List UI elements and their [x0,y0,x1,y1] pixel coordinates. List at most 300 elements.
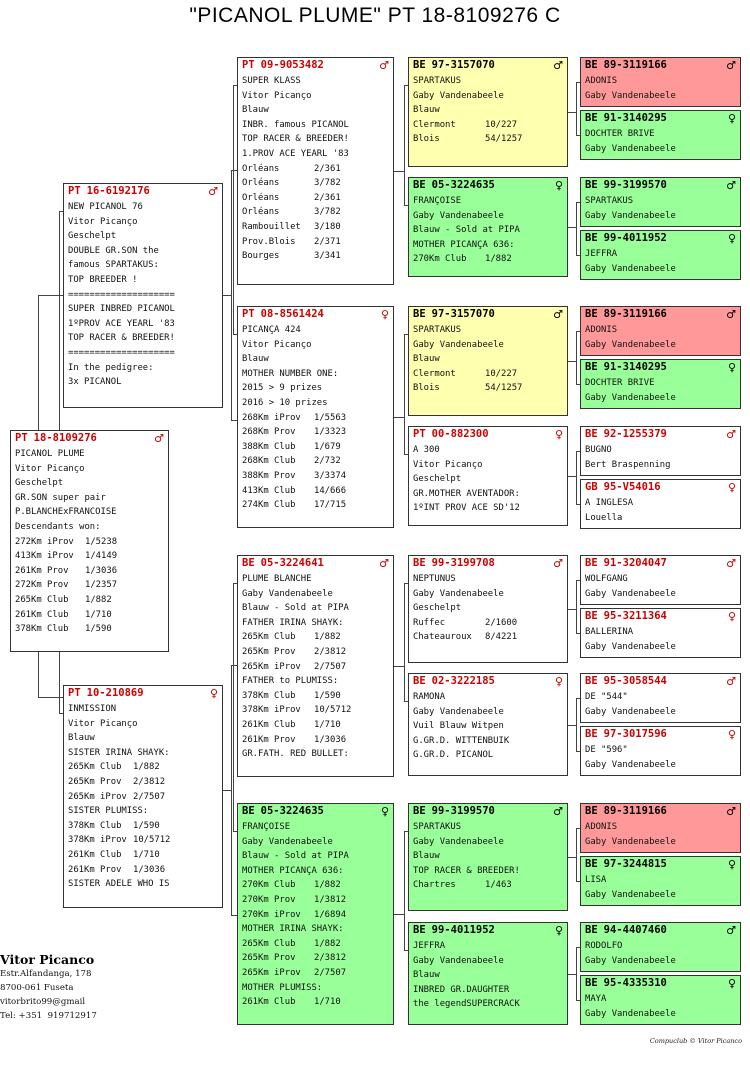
race-label: 261Km Prov [68,864,122,875]
race-label: Orléans [242,192,280,203]
pigeon-name: NEPTUNUS [413,574,456,584]
pigeon-name: PLUME BLANCHE [242,574,312,584]
pedigree-card-g13[interactable] [580,803,741,853]
pedigree-card-dsd[interactable] [408,673,568,776]
female-symbol-icon: ♀ [727,111,736,125]
country-code: BE [585,112,598,124]
country-code: BE [413,308,426,320]
race-result [242,908,393,923]
pedigree-card-ssd[interactable] [408,177,568,277]
ring-number: 97-3157070 [431,308,495,320]
race-result [413,367,567,382]
race-label: 261Km Prov [242,734,296,745]
card-header [409,674,567,688]
ring-number: 08-8561424 [260,308,324,320]
male-symbol-icon: ♂ [726,427,736,441]
race-result [242,878,393,893]
race-result [242,937,393,952]
detail-line: Gaby Vandenabeele [585,143,676,154]
connector-line [576,331,577,384]
detail-line: 2016 > 10 prizes [242,397,328,408]
race-label: Clermont [413,119,456,130]
country-code: BE [585,557,598,569]
detail-line: 2015 > 9 prizes [242,383,323,394]
female-symbol-icon: ♀ [554,427,563,441]
race-label: 268Km iProv [242,412,301,423]
race-result-value: 10/5712 [133,835,171,846]
race-result [413,252,567,267]
race-result-value: 2/1600 [485,617,518,628]
card-details [581,72,740,103]
detail-line: MOTHER NUMBER ONE: [242,368,339,379]
male-symbol-icon: ♂ [726,804,736,818]
detail-line: 1ºPROV ACE YEARL '83 [68,318,175,329]
race-result-value: 3/782 [314,207,341,218]
pigeon-name: NEW PICANOL 76 [68,202,143,212]
race-result-value: 2/3812 [133,776,166,787]
country-code: BE [585,361,598,373]
race-result [242,718,393,733]
race-result-value: 2/7507 [314,661,347,672]
race-result-value: 2/3812 [314,646,347,657]
card-header [64,686,222,700]
race-label: Prov.Blois [242,236,296,247]
detail-line: Vitor Picanço [242,339,312,350]
ring-number: 95-3058544 [603,675,667,687]
race-label: 265Km iProv [242,661,301,672]
detail-line: SISTER ADELE WHO IS [68,879,170,890]
connector-line [576,451,577,504]
ring-number: 05-3224635 [260,805,324,817]
pigeon-name: RODOLFO [585,941,623,951]
detail-line: Gaby Vandenabeele [585,339,676,350]
card-details [11,445,168,637]
race-result [15,622,168,637]
detail-line: Gaby Vandenabeele [585,889,676,900]
race-label: 268Km Club [242,456,296,467]
female-symbol-icon: ♀ [554,923,563,937]
country-code: BE [585,610,598,622]
race-result [242,249,393,264]
pigeon-name: FRANÇOISE [242,822,291,832]
detail-line: Vitor Picanço [413,459,483,470]
pigeon-name: PICANÇA 424 [242,325,301,335]
pedigree-card-g14[interactable] [580,856,741,906]
race-label: 261Km Club [68,849,122,860]
race-result [242,966,393,981]
ring-number: 02-3222185 [431,675,495,687]
race-result-value: 1/710 [314,997,341,1008]
race-result [242,162,393,177]
detail-line: Gaby Vandenabeele [413,339,504,350]
pigeon-name: ADONIS [585,76,618,86]
pedigree-card-g6[interactable] [580,359,741,409]
detail-line: Gaby Vandenabeele [585,1008,676,1019]
connector-line [576,698,577,751]
pigeon-name: LISA [585,875,607,885]
male-symbol-icon: ♂ [553,804,563,818]
breeder-name: Vitor Picanco [0,952,95,967]
race-result-value: 2/3812 [314,953,347,964]
pedigree-card-ds[interactable] [237,555,394,777]
pigeon-name: SPARTAKUS [413,76,462,86]
pedigree-card-g15[interactable] [580,922,741,972]
country-code: BE [413,675,426,687]
race-result [413,118,567,133]
card-details [581,494,740,525]
page-title: "PICANOL PLUME" PT 18-8109276 C [189,4,561,27]
female-symbol-icon: ♀ [727,360,736,374]
race-result-value: 1/463 [485,880,512,891]
pedigree-card-dam[interactable] [63,685,223,908]
connector-line [394,914,404,915]
pigeon-name: JEFFRA [413,941,446,951]
race-result [68,760,222,775]
pigeon-name: DOCHTER BRIVE [585,129,655,139]
card-details [409,688,567,763]
race-result-value: 1/710 [85,609,112,620]
male-symbol-icon: ♂ [379,556,389,570]
detail-line: Gaby Vandenabeele [585,706,676,717]
race-label: 413Km iProv [15,551,74,562]
detail-line: Blauw - Sold at PIPA [242,851,349,862]
detail-line: Vitor Picanço [68,216,138,227]
detail-line: Gaby Vandenabeele [585,392,676,403]
ring-number: 95-V54016 [603,481,661,493]
pedigree-card-subject[interactable] [10,430,169,652]
pigeon-name: ADONIS [585,822,618,832]
country-code: BE [585,805,598,817]
detail-line: MOTHER IRINA SHAYK: [242,924,344,935]
breeder-phone: Tel: +351 919712917 [0,1011,97,1021]
connector-line [404,334,405,454]
breeder-address: Estr.Alfandanga, 178 [0,969,92,979]
detail-line: FATHER IRINA SHAYK: [242,617,344,628]
race-result [15,593,168,608]
detail-line: Geschelpt [413,474,462,485]
detail-line: Gaby Vandenabeele [585,263,676,274]
pigeon-name: PICANOL PLUME [15,449,85,459]
race-label: 272Km iProv [15,536,74,547]
race-result-value: 1/882 [314,880,341,891]
race-result [68,819,222,834]
detail-line: MOTHER PLUMISS: [242,982,323,993]
card-header [581,58,740,72]
connector-line [568,476,576,477]
pedigree-card-g11[interactable] [580,673,741,723]
race-result [242,469,393,484]
detail-line: MOTHER PICANÇA 636: [242,865,344,876]
race-label: 265Km Prov [68,776,122,787]
race-label: Orléans [242,163,280,174]
connector-line [38,295,63,296]
card-details [581,990,740,1021]
connector-line [576,580,577,633]
card-header [581,976,740,990]
race-label: 261Km Club [15,609,69,620]
race-label: 265Km Prov [242,953,296,964]
race-result-value: 1/710 [314,719,341,730]
detail-line: SISTER IRINA SHAYK: [68,747,170,758]
race-result-value: 1/882 [314,938,341,949]
detail-line: GR.FATH. RED BULLET: [242,749,349,760]
country-code: BE [585,728,598,740]
connector-line [231,665,232,915]
race-label: Blois [413,383,440,394]
country-code: BE [585,924,598,936]
race-result [242,630,393,645]
card-header [238,804,393,818]
country-code: BE [585,977,598,989]
race-label: Orléans [242,207,280,218]
female-symbol-icon: ♀ [554,674,563,688]
race-result [242,484,393,499]
race-label: 272Km Prov [15,580,69,591]
card-details [581,871,740,902]
pigeon-name: SUPER KLASS [242,76,301,86]
race-result [242,205,393,220]
detail-line: Blauw [413,105,440,116]
detail-line: Blauw - Sold at PIPA [413,225,520,236]
pigeon-name: SPARTAKUS [413,325,462,335]
breeder-contact [0,952,200,1023]
detail-line: 1.PROV ACE YEARL '83 [242,148,349,159]
card-header [581,231,740,245]
race-label: 261Km Prov [15,565,69,576]
card-details [581,192,740,223]
race-result-value: 10/227 [485,119,518,130]
detail-line: GR.SON super pair [15,492,106,503]
race-result-value: 14/666 [314,485,347,496]
connector-line [576,202,577,255]
pedigree-card-sire[interactable] [63,183,223,408]
card-details [581,741,740,772]
card-details [409,937,567,1012]
pedigree-card-g10[interactable] [580,608,741,658]
detail-line: TOP BREEDER ! [68,274,138,285]
detail-line: Gaby Vandenabeele [242,588,333,599]
card-header [581,111,740,125]
ring-number: 95-3211364 [603,610,667,622]
female-symbol-icon: ♀ [554,178,563,192]
race-result-value: 8/4221 [485,632,518,643]
card-header [581,804,740,818]
ring-number: 99-3199570 [603,179,667,191]
race-result-value: 2/7507 [133,791,166,802]
pigeon-name: INMISSION [68,704,117,714]
pedigree-card-g16[interactable] [580,975,741,1025]
ring-number: 97-3017596 [603,728,667,740]
country-code: BE [413,557,426,569]
country-code: PT [242,308,255,320]
pedigree-card-g12[interactable] [580,726,741,776]
detail-line: MOTHER PICANÇA 636: [413,239,515,250]
detail-line: Gaby Vandenabeele [585,90,676,101]
connector-line [568,974,576,975]
detail-line: TOP RACER & BREEDER! [413,865,520,876]
detail-line: INBRED GR.DAUGHTER [413,984,510,995]
pedigree-card-sds[interactable] [408,306,568,416]
race-result [242,645,393,660]
ring-number: 05-3224635 [431,179,495,191]
race-result [15,535,168,550]
race-result-value: 10/5712 [314,705,352,716]
race-result-value: 1/6894 [314,909,347,920]
race-result-value: 1/590 [85,624,112,635]
connector-line [394,417,404,418]
connector-line [223,790,231,791]
detail-line: Vitor Picanço [68,718,138,729]
pigeon-name: SPARTAKUS [413,822,462,832]
race-label: 270Km Club [242,880,296,891]
female-symbol-icon: ♀ [727,231,736,245]
ring-number: 94-4407460 [603,924,667,936]
race-result-value: 1/4149 [85,551,118,562]
card-header [581,307,740,321]
pedigree-card-dss[interactable] [408,555,568,663]
detail-line: Blauw [242,354,269,365]
race-result-value: 54/1257 [485,383,523,394]
connector-line [233,85,234,334]
pedigree-card-ddd[interactable] [408,922,568,1025]
detail-line: Blauw [413,851,440,862]
race-result-value: 3/180 [314,221,341,232]
race-result [68,833,222,848]
male-symbol-icon: ♂ [726,556,736,570]
country-code: BE [585,428,598,440]
race-label: 378Km Club [68,820,122,831]
race-result [242,733,393,748]
race-result [242,893,393,908]
race-result [413,878,567,893]
male-symbol-icon: ♂ [726,307,736,321]
country-code: GB [585,481,598,493]
card-details [409,192,567,267]
connector-line [38,295,39,430]
pedigree-card-g5[interactable] [580,306,741,356]
race-result [242,440,393,455]
female-symbol-icon: ♀ [380,804,389,818]
detail-line: GR.MOTHER AVENTADOR: [413,488,520,499]
ring-number: 91-3140295 [603,361,667,373]
ring-number: 97-3157070 [431,59,495,71]
detail-line: Gaby Vandenabeele [585,210,676,221]
pedigree-card-g3[interactable] [580,177,741,227]
card-details [238,72,393,264]
pedigree-card-g8[interactable] [580,479,741,529]
pigeon-name: SPARTAKUS [585,196,634,206]
country-code: PT [68,687,81,699]
race-result [242,660,393,675]
card-details [409,72,567,147]
race-result [242,176,393,191]
card-header [409,307,567,321]
race-label: 388Km Club [242,441,296,452]
detail-line: Gaby Vandenabeele [413,836,504,847]
race-result-value: 1/882 [485,254,512,265]
race-result-value: 2/7507 [314,967,347,978]
breeder-email[interactable]: vitorbrito99@gmail [0,997,86,1007]
card-details [581,374,740,405]
country-code: BE [413,924,426,936]
pigeon-name: DE "544" [585,692,628,702]
card-header [581,857,740,871]
pedigree-card-g1[interactable] [580,57,741,107]
detail-line: INBR. famous PICANOL [242,119,349,130]
pigeon-name: FRANÇOISE [413,196,462,206]
race-result [413,132,567,147]
country-code: BE [242,805,255,817]
race-label: Blois [413,134,440,145]
country-code: BE [585,179,598,191]
pedigree-card-sss[interactable] [408,57,568,167]
card-header [238,58,393,72]
pedigree-card-sd[interactable] [237,306,394,528]
card-header [581,427,740,441]
race-result-value: 1/710 [133,849,160,860]
detail-line: Gaby Vandenabeele [585,641,676,652]
detail-line: Vuil Blauw Witpen [413,721,504,732]
card-details [581,937,740,968]
race-label: 261Km Club [242,997,296,1008]
pedigree-card-ss[interactable] [237,57,394,285]
race-result [242,689,393,704]
race-result-value: 3/3374 [314,470,347,481]
detail-line: Gaby Vandenabeele [585,759,676,770]
pedigree-card-g4[interactable] [580,230,741,280]
connector-line [568,227,576,228]
card-details [238,818,393,1010]
card-details [581,623,740,654]
card-details [581,321,740,352]
ring-number: 95-4335310 [603,977,667,989]
detail-line: Bert Braspenning [585,459,671,470]
card-details [238,570,393,762]
detail-line: FATHER to PLUMISS: [242,676,339,687]
card-header [581,609,740,623]
female-symbol-icon: ♀ [727,727,736,741]
ring-number: 91-3140295 [603,112,667,124]
card-details [409,441,567,516]
male-symbol-icon: ♂ [553,556,563,570]
pedigree-card-sdd[interactable] [408,426,568,526]
male-symbol-icon: ♂ [726,674,736,688]
race-result [242,220,393,235]
race-label: 265Km iProv [242,967,301,978]
race-label: 265Km Prov [242,646,296,657]
card-details [581,245,740,276]
pedigree-card-dd[interactable] [237,803,394,1025]
pigeon-name: BALLERINA [585,627,634,637]
race-label: 265Km Club [242,938,296,949]
pedigree-card-dds[interactable] [408,803,568,911]
race-result [242,498,393,513]
pedigree-card-g2[interactable] [580,110,741,160]
female-symbol-icon: ♀ [727,857,736,871]
pedigree-card-g7[interactable] [580,426,741,476]
race-label: Chartres [413,880,456,891]
pedigree-card-g9[interactable] [580,555,741,605]
detail-line: famous SPARTAKUS: [68,260,159,271]
country-code: BE [413,179,426,191]
country-code: PT [68,185,81,197]
card-header [409,178,567,192]
pigeon-name: DE "596" [585,745,628,755]
detail-line: SUPER INBRED PICANOL [68,304,175,315]
card-details [409,818,567,893]
detail-line: Geschelpt [68,231,117,242]
detail-line: Geschelpt [15,478,64,489]
